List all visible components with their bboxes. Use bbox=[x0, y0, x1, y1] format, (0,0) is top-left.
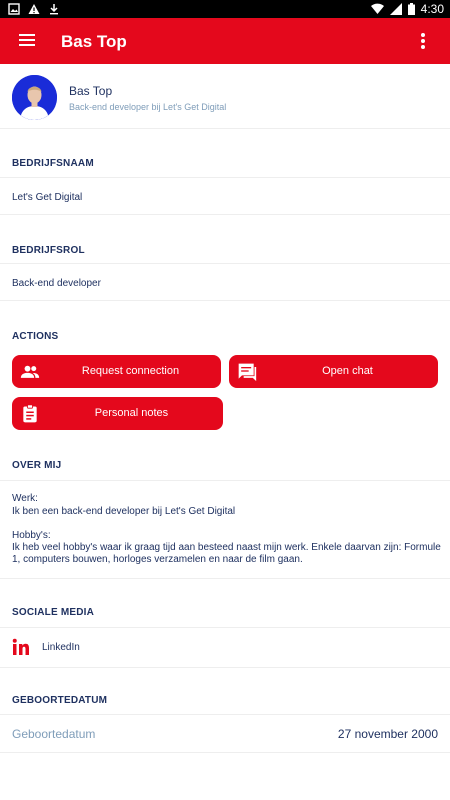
profile-name: Bas Top bbox=[69, 84, 113, 98]
divider bbox=[0, 714, 450, 715]
status-time: 4:30 bbox=[420, 2, 444, 16]
linkedin-icon bbox=[12, 638, 30, 656]
birth-value: 27 november 2000 bbox=[337, 727, 438, 741]
menu-icon[interactable] bbox=[17, 30, 37, 50]
open-chat-button[interactable] bbox=[229, 355, 438, 388]
open-chat-label: Open chat bbox=[322, 365, 373, 377]
profile-subtitle: Back-end developer bij Let's Get Digital bbox=[69, 102, 227, 112]
about-header: OVER MIJ bbox=[12, 460, 62, 471]
more-vert-icon[interactable] bbox=[413, 30, 433, 52]
person-photo-icon bbox=[12, 75, 57, 120]
page-title: Bas Top bbox=[61, 32, 127, 51]
linkedin-link[interactable] bbox=[12, 638, 80, 656]
birth-label: Geboortedatum bbox=[12, 727, 96, 741]
app-bar bbox=[0, 18, 450, 64]
company-value: Let's Get Digital bbox=[12, 192, 83, 203]
divider bbox=[0, 627, 450, 628]
personal-notes-button[interactable] bbox=[12, 397, 223, 430]
role-header: BEDRIJFSROL bbox=[12, 245, 85, 256]
avatar bbox=[12, 75, 57, 120]
warning-notification-icon bbox=[28, 3, 40, 15]
wifi-icon bbox=[371, 3, 384, 15]
divider bbox=[0, 578, 450, 579]
divider bbox=[0, 214, 450, 215]
work-text: Ik ben een back-end developer bij Let's Get Digital bbox=[12, 506, 236, 517]
profile-header bbox=[0, 64, 450, 128]
signal-icon bbox=[390, 3, 402, 15]
divider bbox=[0, 480, 450, 481]
battery-icon bbox=[408, 3, 415, 15]
request-connection-button[interactable] bbox=[12, 355, 221, 388]
social-header: SOCIALE MEDIA bbox=[12, 607, 95, 618]
actions-header: ACTIONS bbox=[12, 331, 59, 342]
hobby-text: Ik heb veel hobby's waar ik graag tijd aan besteed naast mijn werk. Enkele daarvan zijn: Formule 1, computers bouwen, horloges verzamelen en naar de film gaan. bbox=[12, 542, 441, 565]
image-notification-icon bbox=[8, 3, 20, 15]
divider bbox=[0, 177, 450, 178]
status-bar bbox=[0, 0, 450, 18]
work-label: Werk: bbox=[12, 493, 38, 504]
linkedin-label: LinkedIn bbox=[42, 641, 80, 653]
divider bbox=[0, 263, 450, 264]
divider bbox=[0, 128, 450, 129]
divider bbox=[0, 300, 450, 301]
divider bbox=[0, 667, 450, 668]
divider bbox=[0, 752, 450, 753]
company-header: BEDRIJFSNAAM bbox=[12, 158, 94, 169]
role-value: Back-end developer bbox=[12, 278, 101, 289]
birth-header: GEBOORTEDATUM bbox=[12, 695, 108, 706]
request-connection-label: Request connection bbox=[81, 365, 180, 377]
hobby-label: Hobby's: bbox=[12, 530, 51, 541]
download-notification-icon bbox=[48, 3, 60, 15]
personal-notes-label: Personal notes bbox=[94, 407, 169, 419]
